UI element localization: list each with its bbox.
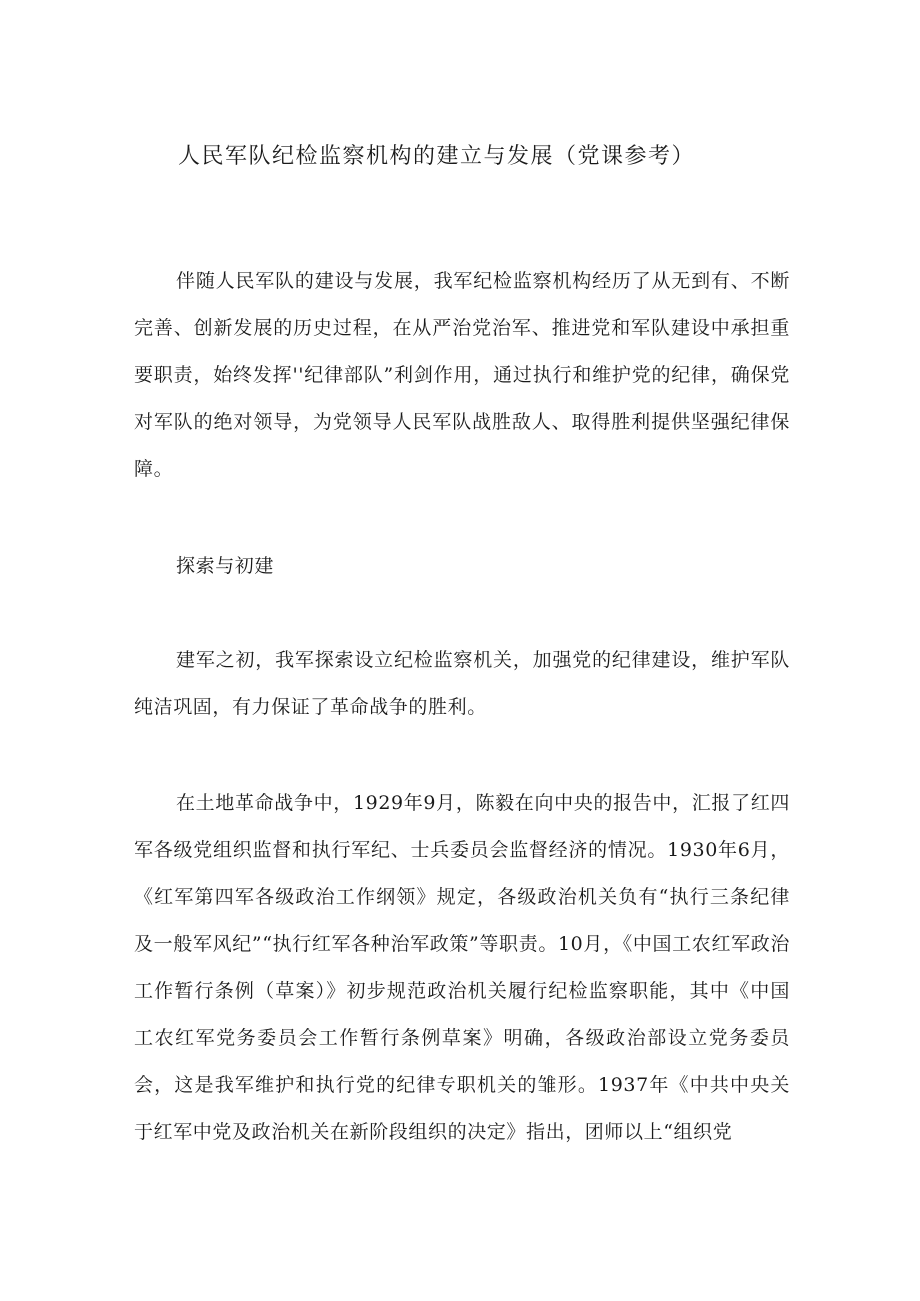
intro-paragraph: 伴随人民军队的建设与发展，我军纪检监察机构经历了从无到有、不断完善、创新发展的历史过程，在从严治党治军、推进党和军队建设中承担重要职责，始终发挥''纪律部队”利剑作用，通过执行和维护党的纪律，确保党对军队的绝对领导，为党领导人民军队战胜敌人、取得胜利提供坚强纪律保障。: [134, 270, 790, 480]
document-title: 人民军队纪检监察机构的建立与发展（党课参考）: [178, 144, 696, 169]
section-paragraph: 建军之初，我军探索设立纪检监察机关，加强党的纪律建设，维护军队纯洁巩固，有力保证了革命战争的胜利。: [134, 649, 790, 718]
section-heading: 探索与初建: [176, 555, 275, 577]
section-paragraph: 在土地革命战争中，1929年9月，陈毅在向中央的报告中，汇报了红四军各级党组织监督和执行军纪、士兵委员会监督经济的情况。1930年6月，《红军第四军各级政治工作纲领》规定，各级政治机关负有“执行三条纪律及一般军风纪”“执行红军各种治军政策”等职责。10月，《中国工农红军政治工作暂行条例（草案）》初步规范政治机关履行纪检监察职能，其中《中国工农红军党务委员会工作暂行条例草案》明确，各级政治部设立党务委员会，这是我军维护和执行党的纪律专职机关的雏形。1937年《中共中央关于红军中党及政治机关在新阶段组织的决定》指出，团师以上“组织党: [134, 792, 790, 1143]
